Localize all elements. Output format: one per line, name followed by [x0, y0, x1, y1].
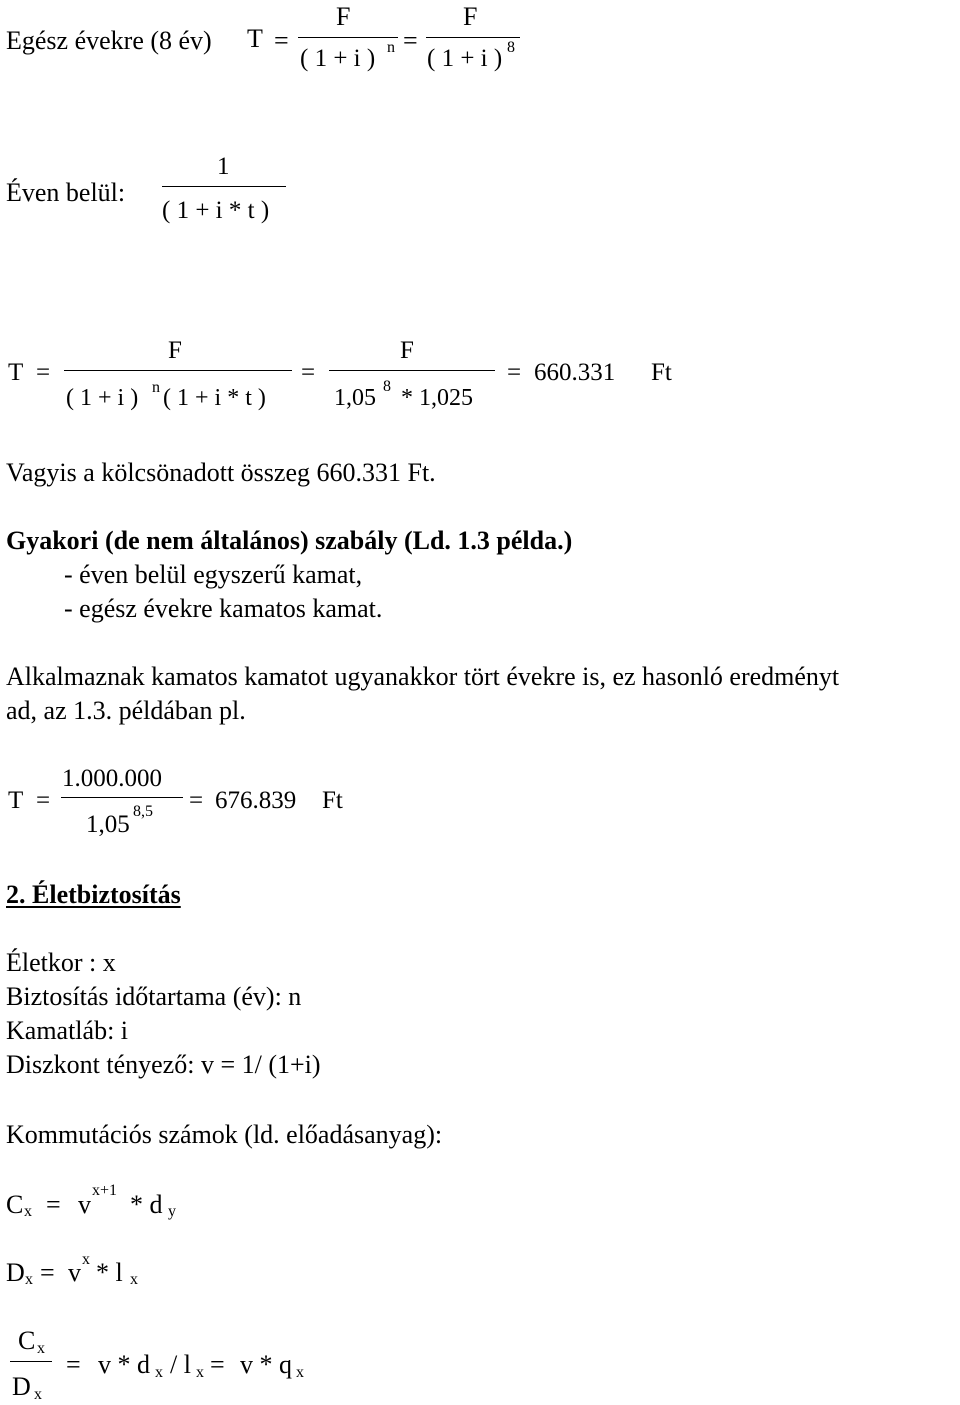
ratio-den: D: [12, 1372, 31, 1401]
formula4-den: 1,05: [86, 811, 130, 838]
formula2-label: Éven belül:: [6, 178, 126, 207]
formula3-unit: Ft: [651, 359, 672, 386]
dx-D-sub: x: [25, 1271, 33, 1288]
commutation-intro: Kommutációs számok (ld. előadásanyag):: [6, 1120, 443, 1149]
formula1-eq2: =: [403, 26, 418, 55]
formula3-eq3: =: [507, 359, 522, 386]
ratio-mid1-sub: x: [155, 1364, 163, 1381]
ratio-eq2: =: [210, 1350, 225, 1379]
dx-times-l: * l: [96, 1258, 123, 1287]
formula3-den1a: ( 1 + i ): [66, 385, 139, 411]
ratio-slash: / l: [170, 1350, 191, 1379]
formula3-result: 660.331: [534, 359, 616, 386]
formula3-den2b: * 1,025: [401, 385, 473, 411]
formula1-den1: ( 1 + i ): [300, 45, 376, 72]
ratio-num: C: [18, 1326, 36, 1355]
fraction-bar: [10, 1361, 52, 1362]
ratio-mid2: v * q: [240, 1350, 292, 1379]
formula1-den2-sup: 8: [507, 39, 515, 56]
cx-C: C: [6, 1190, 24, 1219]
rule-heading: Gyakori (de nem általános) szabály (Ld. 1.3 példa.): [6, 526, 573, 555]
formula4-den-sup: 8,5: [133, 803, 153, 820]
dx-eq: =: [40, 1258, 55, 1287]
paragraph-line-1: Alkalmaznak kamatos kamatot ugyanakkor tört évekre is, ez hasonló eredményt: [6, 662, 840, 691]
formula2-den: ( 1 + i * t ): [162, 197, 270, 224]
definition-interest: Kamatláb: i: [6, 1016, 129, 1045]
formula4-unit: Ft: [322, 787, 343, 814]
formula3-den2-sup: 8: [383, 378, 391, 395]
cx-v-sup: x+1: [92, 1182, 118, 1199]
fraction-bar: [64, 370, 292, 371]
section-heading-text: 2. Életbiztosítás: [6, 880, 181, 909]
formula4-lhs: T: [8, 787, 24, 814]
formula1-num2: F: [463, 2, 478, 31]
ratio-num-sub: x: [37, 1340, 45, 1357]
dx-v: v: [68, 1258, 81, 1287]
formula1-eq1: =: [274, 26, 289, 55]
rule-bullet-1: - éven belül egyszerű kamat,: [64, 560, 363, 589]
section-heading: [6, 882, 181, 908]
formula1-lhs: T: [247, 24, 263, 53]
formula3-den2a: 1,05: [334, 385, 376, 411]
dx-D: D: [6, 1258, 25, 1287]
formula3-eq2: =: [301, 359, 316, 386]
cx-d-sub: y: [168, 1203, 176, 1220]
paragraph-line-2: ad, az 1.3. példában pl.: [6, 696, 246, 725]
formula2-num: 1: [217, 153, 230, 180]
formula1-num1: F: [336, 2, 351, 31]
cx-v: v: [78, 1190, 91, 1219]
ratio-mid2-sub: x: [296, 1364, 304, 1381]
fraction-bar: [329, 370, 495, 371]
fraction-bar: [61, 797, 183, 798]
rule-bullet-2: - egész évekre kamatos kamat.: [64, 594, 383, 623]
fraction-bar: [426, 37, 520, 38]
cx-times-d: * d: [130, 1190, 163, 1219]
dx-v-sup: x: [82, 1251, 90, 1268]
fraction-bar: [298, 37, 398, 38]
formula1-den1-sup: n: [387, 39, 395, 56]
conclusion-text: Vagyis a kölcsönadott összeg 660.331 Ft.: [6, 458, 436, 487]
formula4-num: 1.000.000: [62, 765, 162, 792]
cx-C-sub: x: [24, 1203, 32, 1220]
formula4-result: 676.839: [215, 787, 297, 814]
ratio-mid1: v * d: [98, 1350, 150, 1379]
formula3-den1-sup: n: [152, 379, 160, 396]
formula3-num1: F: [168, 337, 182, 364]
definition-discount: Diszkont tényező: v = 1/ (1+i): [6, 1050, 321, 1079]
ratio-eq1: =: [66, 1350, 81, 1379]
formula4-eq2: =: [189, 787, 204, 814]
formula3-num2: F: [400, 337, 414, 364]
formula4-eq1: =: [36, 787, 51, 814]
ratio-den-sub: x: [34, 1386, 42, 1403]
formula1-den2: ( 1 + i ): [427, 45, 503, 72]
dx-l-sub: x: [130, 1271, 138, 1288]
cx-eq: =: [46, 1190, 61, 1219]
formula3-lhs: T: [8, 359, 24, 386]
ratio-slash-sub: x: [196, 1364, 204, 1381]
definition-duration: Biztosítás időtartama (év): n: [6, 982, 302, 1011]
formula3-eq1: =: [36, 359, 51, 386]
formula1-label: Egész évekre (8 év): [6, 26, 212, 55]
fraction-bar: [162, 186, 286, 187]
formula3-den1b: ( 1 + i * t ): [163, 385, 266, 411]
definition-age: Életkor : x: [6, 948, 116, 977]
